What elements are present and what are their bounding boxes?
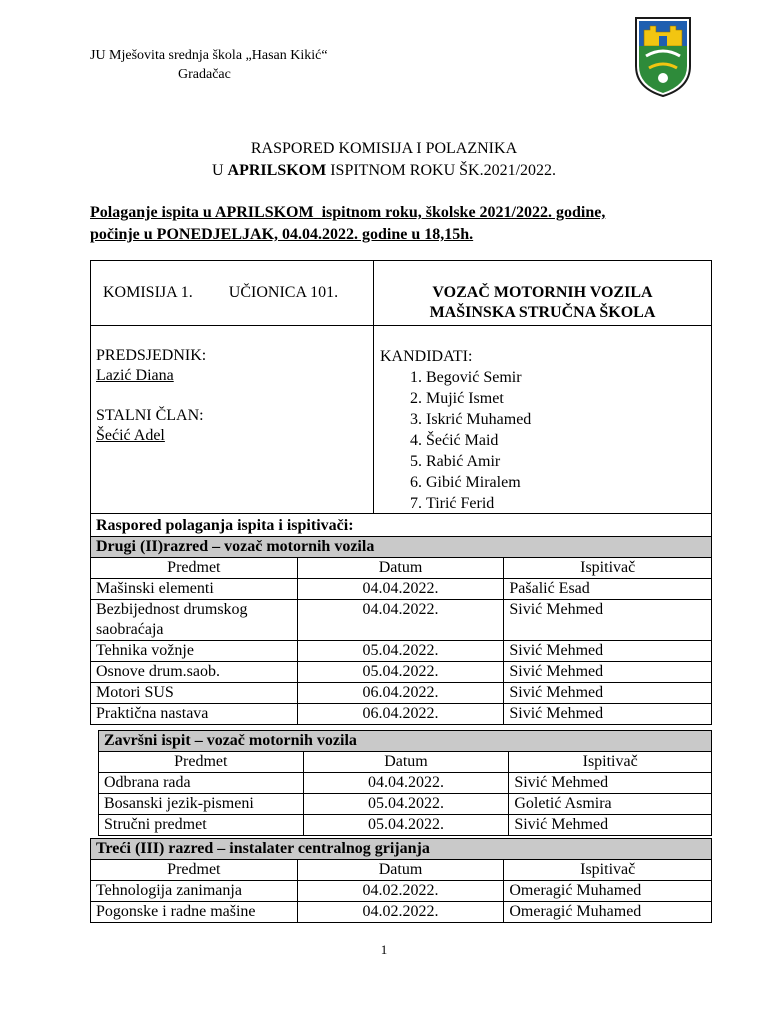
date-cell: 04.04.2022. — [303, 773, 509, 794]
title-line1: RASPORED KOMISIJA I POLAZNIKA — [250, 140, 518, 157]
column-header: Predmet — [91, 860, 298, 881]
program-line2: MAŠINSKA STRUČNA ŠKOLA — [429, 304, 656, 321]
table-row — [91, 704, 712, 725]
table-row — [91, 881, 712, 902]
candidate-item: 5. Rabić Amir — [426, 451, 711, 472]
coat-of-arms-icon — [634, 16, 692, 98]
candidate-item: 6. Gibić Miralem — [426, 472, 711, 493]
candidates-list — [380, 367, 711, 514]
candidate-item: 1. Begović Semir — [426, 367, 711, 388]
commission-members — [91, 326, 374, 513]
table-row — [99, 773, 712, 794]
section-title: Treći (III) razred – instalater centralnog grijanja — [91, 839, 712, 860]
commission-name: KOMISIJA 1. — [103, 284, 193, 301]
examiner-cell: Sivić Mehmed — [504, 683, 712, 704]
subject-cell: Osnove drum.saob. — [91, 662, 298, 683]
column-header: Predmet — [99, 752, 304, 773]
school-name-line1: JU Mješovita srednja škola „Hasan Kikić“ — [90, 48, 328, 63]
schedule-table-third-grade — [90, 838, 712, 923]
intro-line2: počinje u PONEDJELJAK, 04.04.2022. godine u 18,15h. — [90, 226, 474, 243]
subject-cell: Odbrana rada — [99, 773, 304, 794]
table-row — [91, 902, 712, 923]
examiner-cell: Sivić Mehmed — [504, 704, 712, 725]
exam-intro — [90, 202, 710, 246]
commission-header — [91, 261, 374, 325]
examiner-cell: Omeragić Muhamed — [504, 881, 712, 902]
president-label: PREDSJEDNIK: — [96, 347, 207, 364]
column-header: Datum — [303, 752, 509, 773]
candidate-item: 2. Mujić Ismet — [426, 388, 711, 409]
table-row — [91, 683, 712, 704]
candidates-label: KANDIDATI: — [380, 348, 473, 365]
intro-line1: Polaganje ispita u APRILSKOM ispitnom roku, školske 2021/2022. godine, — [90, 204, 606, 221]
date-cell: 05.04.2022. — [297, 662, 504, 683]
subject-cell: Bezbijednost drumskog saobraćaja — [91, 600, 298, 641]
date-cell: 04.04.2022. — [297, 600, 504, 641]
subject-cell: Stručni predmet — [99, 815, 304, 836]
school-city: Gradačac — [178, 67, 231, 82]
subject-cell: Tehnologija zanimanja — [91, 881, 298, 902]
date-cell: 06.04.2022. — [297, 704, 504, 725]
table-row — [91, 579, 712, 600]
table-row — [91, 641, 712, 662]
examiner-cell: Omeragić Muhamed — [504, 902, 712, 923]
president-name: Lazić Diana — [96, 367, 174, 384]
column-header: Datum — [297, 860, 504, 881]
date-cell: 04.02.2022. — [297, 902, 504, 923]
examiner-cell: Sivić Mehmed — [509, 773, 712, 794]
candidate-item: 4. Šećić Maid — [426, 430, 711, 451]
title-line2-suffix: ISPITNOM ROKU ŠK.2021/2022. — [326, 162, 557, 179]
examiner-cell: Sivić Mehmed — [504, 641, 712, 662]
program-name — [374, 261, 711, 325]
section-title: Drugi (II)razred – vozač motornih vozila — [91, 537, 712, 558]
commission-box — [90, 260, 712, 539]
subject-cell: Tehnika vožnje — [91, 641, 298, 662]
page-number: 1 — [380, 942, 388, 957]
member-name: Šećić Adel — [96, 427, 165, 444]
candidate-item: 7. Tirić Ferid — [426, 493, 711, 514]
examiner-cell: Sivić Mehmed — [509, 815, 712, 836]
table-row — [91, 600, 712, 641]
program-line1: VOZAČ MOTORNIH VOZILA — [432, 284, 653, 301]
schedule-table-final-exam — [98, 730, 712, 836]
date-cell: 05.04.2022. — [303, 815, 509, 836]
commission-room: UČIONICA 101. — [228, 284, 339, 301]
candidates-cell — [374, 326, 711, 513]
subject-cell: Pogonske i radne mašine — [91, 902, 298, 923]
column-header: Datum — [297, 558, 504, 579]
examiner-cell: Sivić Mehmed — [504, 600, 712, 641]
title-line2-prefix: U — [211, 162, 228, 179]
school-name — [90, 46, 350, 84]
schedule-title: Raspored polaganja ispita i ispitivači: — [91, 513, 711, 538]
column-header: Predmet — [91, 558, 298, 579]
title-line2-month: APRILSKOM — [227, 162, 327, 179]
date-cell: 06.04.2022. — [297, 683, 504, 704]
table-row — [91, 662, 712, 683]
subject-cell: Motori SUS — [91, 683, 298, 704]
examiner-cell: Pašalić Esad — [504, 579, 712, 600]
date-cell: 05.04.2022. — [303, 794, 509, 815]
table-row — [99, 815, 712, 836]
subject-cell: Mašinski elementi — [91, 579, 298, 600]
subject-cell: Praktična nastava — [91, 704, 298, 725]
column-header: Ispitivač — [504, 860, 712, 881]
member-label: STALNI ČLAN: — [96, 407, 204, 424]
section-title: Završni ispit – vozač motornih vozila — [99, 731, 712, 752]
table-row — [99, 794, 712, 815]
examiner-cell: Goletić Asmira — [509, 794, 712, 815]
schedule-table-second-grade — [90, 536, 712, 725]
date-cell: 05.04.2022. — [297, 641, 504, 662]
candidate-item: 3. Iskrić Muhamed — [426, 409, 711, 430]
column-header: Ispitivač — [509, 752, 712, 773]
date-cell: 04.02.2022. — [297, 881, 504, 902]
column-header: Ispitivač — [504, 558, 712, 579]
subject-cell: Bosanski jezik-pismeni — [99, 794, 304, 815]
title-line2 — [0, 160, 768, 182]
document-title — [0, 138, 768, 182]
date-cell: 04.04.2022. — [297, 579, 504, 600]
examiner-cell: Sivić Mehmed — [504, 662, 712, 683]
